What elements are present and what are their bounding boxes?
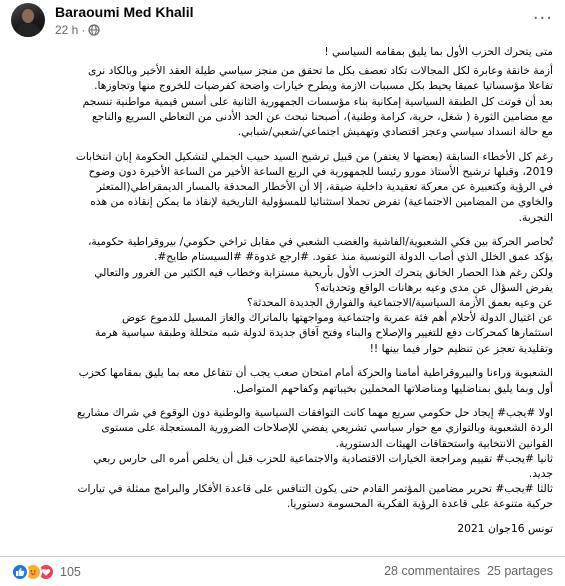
reaction-count: 105	[60, 565, 81, 579]
author-avatar[interactable]	[11, 3, 45, 37]
post-paragraph: رغم كل الأخطاء السابقة (بعضها لا يغتفر) من قبيل ترشيح السيد حبيب الجملي لتشكيل الحكومة إبان انتخابات 2019، وقبلها ترشيح الأستاذ مورو رئيسا للجمهورية في الربع الساعة الأخير من الساعة الأخيرة دون وضوح في الرؤية وكتعبيرة عن معركة تعقيدية داخلية ضيقة، إلا أن الأخطار المحدقة بالمسار الديمقراطي(المتعثر والخاوي من المضامين الاجتماعية) تفرض تحملا استثنائيا للمسؤولية التاريخية لإنقاذ ما يمكن إنقاذه من هذه التجربة.	[75, 149, 553, 224]
post-paragraph: تُحاصر الحركة بين فكي الشعبوية/الفاشية والغضب الشعبي في مقابل تراخي حكومي/ بيروقراطية حكومية، يؤكد عمق الخلل الذي أصاب الدولة التونسية منذ عقود. #ارجع غدوة# #السيستام طايح#. ولكن رغم هذا الحصار الخانق يتحرك الحزب الأول بأريحية مستزابة وخطاب فيه الكثير من الغرور والتعالي يفرض السؤال عن مدى وعيه برهانات الواقع وتحدياته؟ عن وعيه بعمق الأزمة السياسية/الاجتماعية والفوارق الجديدة المحدثة؟ عن اغتيال الدولة لأحلام أهم فئة عمرية واجتماعية ومواجهتها بالماتراك والغاز المسيل للدموع عوض استثمارها كمحركات دفع للتغيير والإصلاح والبناء وفتح آفاق جديدة لدولة شبه متحللة وطبقة سياسية هرمة وتقليدية تعجز عن تنظيم حوار فيما بينها !!	[87, 235, 553, 355]
author-name[interactable]: Baraoumi Med Khalil	[55, 4, 194, 20]
post-paragraph: الشعبوية وراءنا والبيروقراطية أمامنا والحركة أمام امتحان صعب يجب أن تتفاعل معه بما يليق بمقامها كحزب أول وبما يليق بمناضليها ومناضلاتها المحملين بخيباتهم وكفاحهم المتواصل.	[78, 366, 553, 395]
post-time[interactable]: 22 h	[55, 23, 79, 37]
post-meta: 22 h ·	[55, 23, 100, 37]
post-stats	[0, 557, 565, 586]
post-title: متى يتحرك الحزب الأول بما يليق بمقامه السياسي !	[324, 45, 553, 58]
reactions-summary[interactable]	[11, 563, 81, 581]
comments-count-link[interactable]: 28 commentaires	[384, 564, 480, 578]
like-icon	[11, 563, 29, 581]
post-body	[10, 44, 553, 546]
post-paragraph: أزمة خانقة وعابرة لكل المجالات تكاد تعصف بكل ما تحقق من منجز سياسي طيلة العقد الأخير وبالكاد نرى تفاعلا مؤسساتيا عميقا يحيط بكل مسببات الازمة ويطرح خيارات واضحة كفرضيات للخروج منها وتجاوزها. بعد أن فوتت كل الطبقة السياسية إمكانية بناء مؤسسات الجمهورية الثانية على أسس قيمية مواطنية تنسجم مع مضامين الثورة ( شغل، حرية، كرامة وطنية)، أصبحنا نبحث عن الحد الأدنى من التعاطي السريع والناجع مع حالة انسداد سياسي وعجز اقتصادي وتهميش اجتماعي/شعبي/شبابي.	[82, 64, 553, 139]
more-options-icon[interactable]: ···	[532, 8, 553, 29]
post-header	[0, 0, 565, 44]
engagement-counts	[384, 564, 553, 578]
post-signature: تونس 16جوان 2021	[457, 522, 553, 536]
post-paragraph: اولا #يجب# إيجاد حل حكومي سريع مهما كانت التوافقات السياسية والوطنية دون الوقوع في شراك مشاريع الردة الشعبوية وبالتوازي مع حوار سياسي تشريعي يفضي للإصلاحات الضرورية المستعجلة على مستوى القوانين الانتخابية واستحقاقات الهيئات الدستورية. ثانيا #يجب# تقييم ومراجعة الخيارات الاقتصادية والاجتماعية للحزب قبل أن يخلص أمره الى حارس ربعي جديد. ثالثا #يجب# تحرير مضامين المؤتمر القادم حتى يكون التنافس على قاعدة الأفكار والبرامج ممثلة في تيارات حركية متنوعة على قاعدة الرؤية الفكرية المحسومة دستوريا.	[76, 406, 553, 511]
shares-count-link[interactable]: 25 partages	[486, 564, 553, 578]
globe-icon[interactable]	[88, 24, 100, 36]
